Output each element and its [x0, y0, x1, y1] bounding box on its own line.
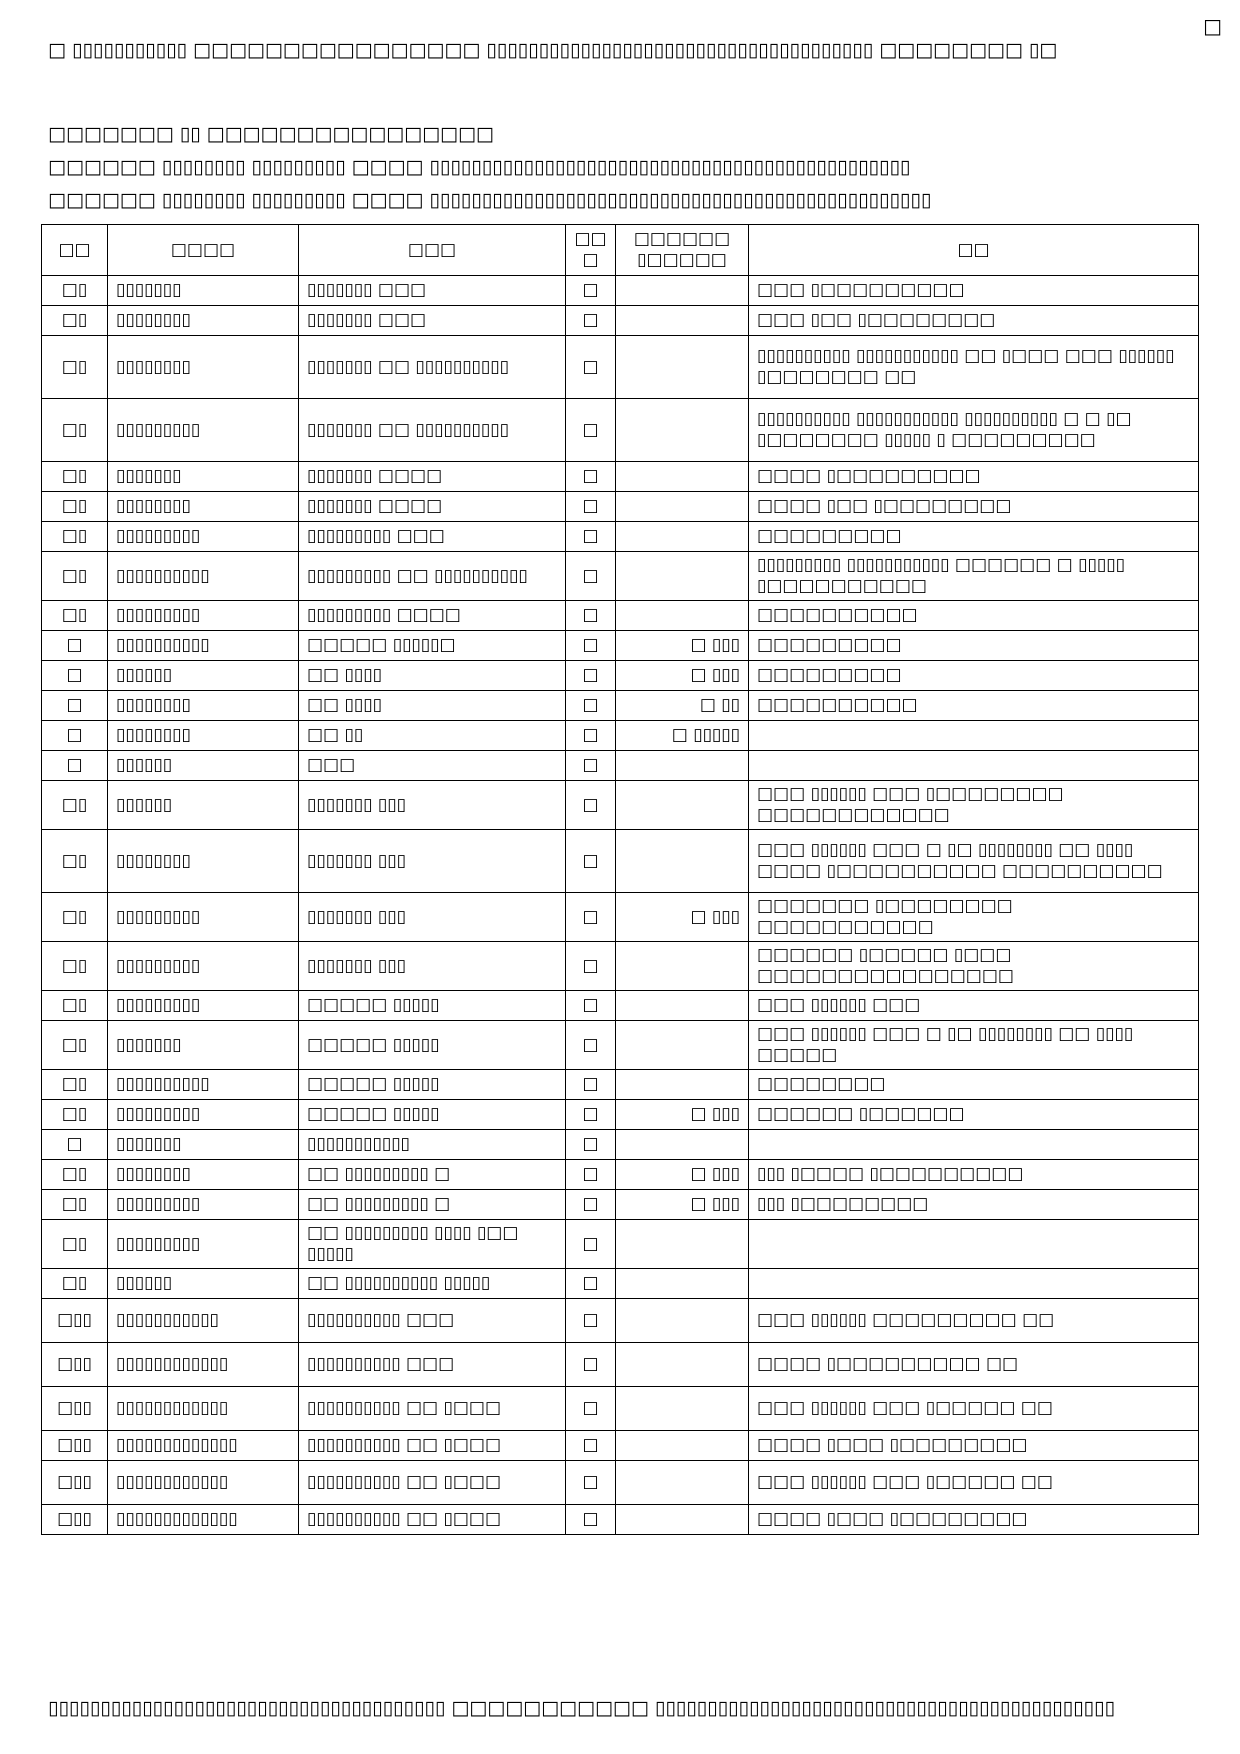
cell-remark: □□□□ ▯□□□□□□□□□ □□ — [749, 1343, 1199, 1387]
cell-spec: ▯▯▯▯▯▯▯ ▯▯▯ — [299, 893, 566, 942]
table-row — [42, 399, 1199, 462]
cell-no: □▯ — [42, 1220, 108, 1269]
cell-deviation — [616, 1461, 749, 1505]
cell-spec: ▯▯▯▯▯▯▯▯▯ □□ ▯▯▯▯▯▯▯▯▯▯ — [299, 552, 566, 601]
cell-remark: □□□ ▯□□ ▯□□□□□□□□ — [749, 306, 1199, 336]
cell-spec: ▯▯▯▯▯▯▯▯▯▯ □□□ — [299, 1343, 566, 1387]
cell-deviation — [616, 1021, 749, 1070]
cell-deviation — [616, 552, 749, 601]
table-row — [42, 751, 1199, 781]
cell-name: ▯▯▯▯▯▯ — [108, 781, 299, 830]
cell-name: ▯▯▯▯▯▯▯▯▯▯▯▯ — [108, 1387, 299, 1431]
cell-name: ▯▯▯▯▯▯▯▯▯▯▯▯▯ — [108, 1431, 299, 1461]
cell-spec: □□□□□ ▯▯▯▯▯ — [299, 991, 566, 1021]
cell-spec: □□ ▯▯▯▯▯▯▯▯▯ ▯▯▯▯ ▯□□ ▯▯▯▯▯ — [299, 1220, 566, 1269]
cell-spec: ▯▯▯▯▯▯▯ ▯▯▯ — [299, 942, 566, 991]
cell-mark: □ — [566, 1461, 616, 1505]
cell-deviation — [616, 830, 749, 893]
cell-mark: □ — [566, 276, 616, 306]
cell-deviation — [616, 991, 749, 1021]
cell-mark: □ — [566, 1190, 616, 1220]
cell-no: □▯ — [42, 1160, 108, 1190]
cell-no: □▯ — [42, 492, 108, 522]
cell-deviation — [616, 942, 749, 991]
data-table — [41, 224, 1199, 1535]
cell-no: □ — [42, 631, 108, 661]
cell-mark: □ — [566, 522, 616, 552]
cell-mark: □ — [566, 399, 616, 462]
table-row — [42, 830, 1199, 893]
cell-deviation — [616, 306, 749, 336]
table-row — [42, 661, 1199, 691]
cell-deviation — [616, 1387, 749, 1431]
cell-no: □▯ — [42, 830, 108, 893]
cell-remark: □□□□ ▯□□□□□□□□□ — [749, 462, 1199, 492]
cell-name: ▯▯▯▯▯▯▯▯▯▯▯▯ — [108, 1343, 299, 1387]
cell-no: □ — [42, 751, 108, 781]
cell-remark: ▯▯▯ ▯□□□□ ▯□□□□□□□□□ — [749, 1160, 1199, 1190]
cell-spec: ▯▯▯▯▯▯▯ □□□ — [299, 276, 566, 306]
table-row — [42, 336, 1199, 399]
cell-no: □▯ — [42, 276, 108, 306]
cell-deviation — [616, 492, 749, 522]
cell-spec: ▯▯▯▯▯▯▯▯▯▯ □□ ▯□□□ — [299, 1505, 566, 1535]
cell-spec: □□ ▯▯▯▯▯▯▯▯▯ □ — [299, 1160, 566, 1190]
cell-name: ▯▯▯▯▯▯▯ — [108, 276, 299, 306]
cell-deviation — [616, 781, 749, 830]
cell-spec: ▯▯▯▯▯▯▯▯▯▯ □□ ▯□□□ — [299, 1461, 566, 1505]
cell-spec: ▯▯▯▯▯▯▯▯▯▯ □□ ▯□□□ — [299, 1431, 566, 1461]
cell-deviation: □ ▯▯▯ — [616, 661, 749, 691]
cell-remark: □□□ ▯□□□□□□□□□ — [749, 276, 1199, 306]
cell-name: ▯▯▯▯▯▯▯ — [108, 1130, 299, 1160]
cell-remark: □□□□□□ ▯□□□□□□ — [749, 1100, 1199, 1130]
cell-remark: ▯▯▯ ▯□□□□□□□□ — [749, 1190, 1199, 1220]
cell-spec: ▯▯▯▯▯▯▯▯▯▯ □□ ▯□□□ — [299, 1387, 566, 1431]
table-header-row — [42, 225, 1199, 276]
cell-spec: □□ ▯▯▯▯ — [299, 691, 566, 721]
header-cell-5: □□□□□□ ▯□□□□□ — [616, 225, 749, 276]
table-row — [42, 522, 1199, 552]
cell-spec: ▯▯▯▯▯▯▯▯▯ □□□ — [299, 522, 566, 552]
cell-deviation — [616, 601, 749, 631]
cell-spec: ▯▯▯▯▯▯▯ □□□ — [299, 306, 566, 336]
cell-no: □▯ — [42, 1100, 108, 1130]
cell-remark: □□□□□□□□□ — [749, 631, 1199, 661]
cell-no: □▯ — [42, 399, 108, 462]
cell-name: ▯▯▯▯▯▯▯▯▯▯▯▯▯ — [108, 1505, 299, 1535]
cell-mark: □ — [566, 1070, 616, 1100]
cell-remark: □□□ ▯▯▯▯▯▯ □□□ ▯□□□□□ □□ — [749, 1387, 1199, 1431]
cell-mark: □ — [566, 1160, 616, 1190]
cell-spec: □□□ — [299, 751, 566, 781]
page-number: □ — [1203, 14, 1222, 38]
header-cell-4: □□ □ — [566, 225, 616, 276]
cell-name: ▯▯▯▯▯▯▯▯▯▯▯ — [108, 1299, 299, 1343]
cell-mark: □ — [566, 691, 616, 721]
table-row — [42, 942, 1199, 991]
cell-remark: □□□□ ▯□□□ ▯□□□□□□□□ — [749, 1505, 1199, 1535]
cell-no: □▯ — [42, 601, 108, 631]
cell-deviation: □ ▯▯ — [616, 691, 749, 721]
table-row — [42, 1387, 1199, 1431]
table-row — [42, 306, 1199, 336]
cell-name: ▯▯▯▯▯▯ — [108, 1269, 299, 1299]
cell-remark — [749, 1130, 1199, 1160]
document-title: □ ▯▯▯▯▯▯▯▯▯▯▯ □□□□□□□□□□□□□□□□ ▯▯▯▯▯▯▯▯▯▯▯▯▯▯▯▯▯▯▯▯▯▯▯▯▯▯▯▯▯▯▯▯▯▯▯▯▯ □□□□□□□□ ▯□ — [48, 39, 1058, 61]
cell-name: ▯▯▯▯▯▯▯▯▯▯ — [108, 552, 299, 601]
cell-deviation — [616, 1070, 749, 1100]
cell-mark: □ — [566, 1220, 616, 1269]
cell-no: □▯▯ — [42, 1299, 108, 1343]
cell-mark: □ — [566, 942, 616, 991]
table-row — [42, 462, 1199, 492]
cell-spec: □□□□□ ▯▯▯▯▯ — [299, 1100, 566, 1130]
cell-no: □▯▯ — [42, 1505, 108, 1535]
cell-mark: □ — [566, 1269, 616, 1299]
cell-name: ▯▯▯▯▯▯▯▯▯ — [108, 942, 299, 991]
table-row — [42, 781, 1199, 830]
cell-mark: □ — [566, 1505, 616, 1535]
cell-spec: □□ ▯▯▯▯▯▯▯▯▯▯ ▯▯▯▯▯ — [299, 1269, 566, 1299]
cell-remark: ▯▯▯▯▯▯▯▯▯▯ ▯▯▯▯▯▯▯▯▯▯▯ ▯▯▯▯▯▯▯▯▯▯ □ □ ▯□ ▯□□□□□□□ ▯▯▯▯▯ ▯ □□□□□□□□□ — [749, 399, 1199, 462]
table-body — [42, 276, 1199, 1535]
cell-no: □ — [42, 1130, 108, 1160]
cell-remark: □□□ ▯▯▯▯▯▯ □□□ □ ▯□ ▯▯▯▯▯▯▯▯ □□ ▯▯▯▯ □□□□ ▯□□□□□□□□□□ □□□□□□□□□□ — [749, 830, 1199, 893]
cell-mark: □ — [566, 1387, 616, 1431]
cell-remark: □□□□□□□□□□ — [749, 601, 1199, 631]
cell-mark: □ — [566, 462, 616, 492]
cell-deviation — [616, 522, 749, 552]
cell-no: □▯ — [42, 522, 108, 552]
table-row — [42, 1299, 1199, 1343]
cell-deviation — [616, 1299, 749, 1343]
cell-remark: □□□□□□□□ — [749, 1070, 1199, 1100]
cell-deviation — [616, 1130, 749, 1160]
cell-no: □▯ — [42, 552, 108, 601]
cell-mark: □ — [566, 781, 616, 830]
cell-no: □ — [42, 721, 108, 751]
cell-remark: □□□□□□□□□ — [749, 661, 1199, 691]
table-row — [42, 691, 1199, 721]
cell-spec: ▯▯▯▯▯▯▯▯▯▯▯ — [299, 1130, 566, 1160]
page-footer: ▯▯▯▯▯▯▯▯▯▯▯▯▯▯▯▯▯▯▯▯▯▯▯▯▯▯▯▯▯▯▯▯▯▯▯▯▯▯ □□□□□□□□□□□ ▯▯▯▯▯▯▯▯▯▯▯▯▯▯▯▯▯▯▯▯▯▯▯▯▯▯▯▯▯▯▯▯▯▯▯▯▯▯▯▯▯▯▯▯ — [48, 1697, 1115, 1719]
cell-mark: □ — [566, 1299, 616, 1343]
table-row — [42, 721, 1199, 751]
cell-mark: □ — [566, 552, 616, 601]
table-row — [42, 276, 1199, 306]
table-row — [42, 991, 1199, 1021]
header-cell-3: □□□ — [299, 225, 566, 276]
table-row — [42, 893, 1199, 942]
cell-deviation — [616, 1343, 749, 1387]
cell-mark: □ — [566, 306, 616, 336]
cell-deviation — [616, 336, 749, 399]
table-row — [42, 492, 1199, 522]
cell-deviation — [616, 462, 749, 492]
cell-spec: ▯▯▯▯▯▯▯ □□□□ — [299, 462, 566, 492]
cell-mark: □ — [566, 1100, 616, 1130]
cell-remark: □□□ ▯▯▯▯▯▯ □□□ — [749, 991, 1199, 1021]
table-row — [42, 601, 1199, 631]
table-row — [42, 1461, 1199, 1505]
table-row — [42, 1343, 1199, 1387]
cell-spec: □□□□□ ▯▯▯▯▯ — [299, 1021, 566, 1070]
cell-name: ▯▯▯▯▯▯ — [108, 661, 299, 691]
cell-no: □▯▯ — [42, 1431, 108, 1461]
table-row — [42, 631, 1199, 661]
cell-no: □▯▯ — [42, 1461, 108, 1505]
cell-no: □▯ — [42, 336, 108, 399]
cell-no: □▯ — [42, 462, 108, 492]
cell-spec: ▯▯▯▯▯▯▯ □□ ▯▯▯▯▯▯▯▯▯▯ — [299, 336, 566, 399]
cell-no: □▯▯ — [42, 1343, 108, 1387]
cell-spec: □□□□□ ▯▯▯▯▯ — [299, 1070, 566, 1100]
cell-mark: □ — [566, 751, 616, 781]
table-row — [42, 1100, 1199, 1130]
table-row — [42, 1431, 1199, 1461]
cell-mark: □ — [566, 492, 616, 522]
cell-no: □▯ — [42, 1070, 108, 1100]
cell-name: ▯▯▯▯▯▯▯▯▯ — [108, 991, 299, 1021]
cell-name: ▯▯▯▯▯▯▯▯▯ — [108, 522, 299, 552]
cell-name: ▯▯▯▯▯▯▯▯▯ — [108, 1190, 299, 1220]
cell-no: □▯ — [42, 942, 108, 991]
cell-remark: □□□ ▯▯▯▯▯▯ □□□ ▯□□□□□□□□ □□□□□□□□□□□□ — [749, 781, 1199, 830]
cell-name: ▯▯▯▯▯▯▯ — [108, 1021, 299, 1070]
cell-spec: ▯▯▯▯▯▯▯ ▯▯▯ — [299, 781, 566, 830]
cell-mark: □ — [566, 1021, 616, 1070]
header-cell-6: □□ — [749, 225, 1199, 276]
cell-name: ▯▯▯▯▯▯▯ — [108, 462, 299, 492]
cell-mark: □ — [566, 661, 616, 691]
cell-remark: □□□ ▯▯▯▯▯▯ □□□ ▯□□□□□ □□ — [749, 1461, 1199, 1505]
cell-mark: □ — [566, 336, 616, 399]
cell-spec: ▯▯▯▯▯▯▯ □□ ▯▯▯▯▯▯▯▯▯▯ — [299, 399, 566, 462]
cell-name: ▯▯▯▯▯▯▯▯▯ — [108, 399, 299, 462]
cell-no: □▯▯ — [42, 1387, 108, 1431]
cell-remark — [749, 751, 1199, 781]
cell-mark: □ — [566, 830, 616, 893]
table-row — [42, 1269, 1199, 1299]
cell-remark — [749, 721, 1199, 751]
header-cell-2: □□□□ — [108, 225, 299, 276]
cell-name: ▯▯▯▯▯▯▯▯ — [108, 492, 299, 522]
cell-no: □ — [42, 691, 108, 721]
cell-spec: ▯▯▯▯▯▯▯▯▯▯ □□□ — [299, 1299, 566, 1343]
cell-remark: ▯▯▯▯▯▯▯▯▯▯ ▯▯▯▯▯▯▯▯▯▯▯ □□ ▯□□□ □□□ ▯▯▯▯▯▯ ▯□□□□□□□ □□ — [749, 336, 1199, 399]
cell-deviation: □ ▯▯▯▯▯ — [616, 721, 749, 751]
cell-no: □▯ — [42, 781, 108, 830]
cell-deviation: □ ▯▯▯ — [616, 1160, 749, 1190]
cell-name: ▯▯▯▯▯▯▯▯▯▯ — [108, 631, 299, 661]
cell-no: □▯ — [42, 893, 108, 942]
cell-mark: □ — [566, 721, 616, 751]
cell-deviation — [616, 1505, 749, 1535]
cell-name: ▯▯▯▯▯▯▯▯ — [108, 1160, 299, 1190]
cell-name: ▯▯▯▯▯▯▯▯▯▯ — [108, 1070, 299, 1100]
table-row — [42, 1070, 1199, 1100]
cell-mark: □ — [566, 601, 616, 631]
cell-deviation: □ ▯▯▯ — [616, 631, 749, 661]
info-line-2: □□□□□□ ▯▯▯▯▯▯▯▯ ▯▯▯▯▯▯▯▯▯ □□□□ ▯▯▯▯▯▯▯▯▯▯▯▯▯▯▯▯▯▯▯▯▯▯▯▯▯▯▯▯▯▯▯▯▯▯▯▯▯▯▯▯▯▯▯▯▯▯ — [48, 156, 911, 178]
cell-name: ▯▯▯▯▯▯▯▯ — [108, 691, 299, 721]
table-row — [42, 1190, 1199, 1220]
table-row — [42, 1220, 1199, 1269]
cell-name: ▯▯▯▯▯▯▯▯▯ — [108, 601, 299, 631]
cell-spec: □□ ▯▯▯▯ — [299, 661, 566, 691]
cell-name: ▯▯▯▯▯▯▯▯ — [108, 721, 299, 751]
cell-deviation: □ ▯▯▯ — [616, 893, 749, 942]
cell-no: □▯ — [42, 1190, 108, 1220]
cell-deviation: □ ▯▯▯ — [616, 1190, 749, 1220]
cell-no: □ — [42, 661, 108, 691]
table-row — [42, 1160, 1199, 1190]
cell-remark: □□□ ▯▯▯▯▯▯ □□□□□□□□□ □□ — [749, 1299, 1199, 1343]
cell-mark: □ — [566, 991, 616, 1021]
cell-name: ▯▯▯▯▯▯▯▯▯ — [108, 1220, 299, 1269]
cell-deviation — [616, 1431, 749, 1461]
cell-no: □▯ — [42, 306, 108, 336]
cell-remark: □□□□□□□ ▯□□□□□□□□ □□□□□□□□□□□ — [749, 893, 1199, 942]
table-row — [42, 1130, 1199, 1160]
cell-no: □▯ — [42, 1269, 108, 1299]
cell-remark: □□□□ ▯□□□ ▯□□□□□□□□ — [749, 1431, 1199, 1461]
info-line-3: □□□□□□ ▯▯▯▯▯▯▯▯ ▯▯▯▯▯▯▯▯▯ □□□□ ▯▯▯▯▯▯▯▯▯▯▯▯▯▯▯▯▯▯▯▯▯▯▯▯▯▯▯▯▯▯▯▯▯▯▯▯▯▯▯▯▯▯▯▯▯▯▯▯ — [48, 189, 932, 211]
cell-remark — [749, 1220, 1199, 1269]
cell-remark: □□□□ ▯□□ ▯□□□□□□□□ — [749, 492, 1199, 522]
cell-mark: □ — [566, 1130, 616, 1160]
cell-name: ▯▯▯▯▯▯▯▯ — [108, 830, 299, 893]
cell-deviation — [616, 276, 749, 306]
cell-mark: □ — [566, 1343, 616, 1387]
cell-spec: ▯▯▯▯▯▯▯ ▯▯▯ — [299, 830, 566, 893]
cell-deviation — [616, 1220, 749, 1269]
cell-deviation — [616, 1269, 749, 1299]
cell-remark: □□□□□□□□□ — [749, 522, 1199, 552]
cell-name: ▯▯▯▯▯▯▯▯▯ — [108, 893, 299, 942]
info-line-1: □□□□□□□ ▯▯ □□□□□□□□□□□□□□□□ — [48, 123, 494, 145]
header-cell-1: □□ — [42, 225, 108, 276]
cell-remark — [749, 1269, 1199, 1299]
cell-name: ▯▯▯▯▯▯▯▯ — [108, 336, 299, 399]
cell-remark: □□□□□□ ▯□□□□□ ▯□□□ □□□□□□□□□□□□□□□□ — [749, 942, 1199, 991]
cell-spec: □□ ▯▯▯▯▯▯▯▯▯ □ — [299, 1190, 566, 1220]
cell-mark: □ — [566, 1431, 616, 1461]
cell-no: □▯ — [42, 991, 108, 1021]
cell-name: ▯▯▯▯▯▯▯▯ — [108, 306, 299, 336]
cell-deviation — [616, 751, 749, 781]
cell-remark: □□□□□□□□□□ — [749, 691, 1199, 721]
cell-name: ▯▯▯▯▯▯▯▯▯▯▯▯ — [108, 1461, 299, 1505]
cell-name: ▯▯▯▯▯▯ — [108, 751, 299, 781]
cell-mark: □ — [566, 631, 616, 661]
table-row — [42, 1505, 1199, 1535]
cell-remark: ▯▯▯▯▯▯▯▯▯ ▯▯▯▯▯▯▯▯▯▯▯ □□□□□□ □ ▯▯▯▯▯ ▯□□□□□□□□□□ — [749, 552, 1199, 601]
cell-name: ▯▯▯▯▯▯▯▯▯ — [108, 1100, 299, 1130]
cell-spec: ▯▯▯▯▯▯▯ □□□□ — [299, 492, 566, 522]
cell-deviation — [616, 399, 749, 462]
table-row — [42, 552, 1199, 601]
cell-spec: □□□□□ ▯▯▯▯▯□ — [299, 631, 566, 661]
cell-no: □▯ — [42, 1021, 108, 1070]
cell-spec: □□ ▯▯ — [299, 721, 566, 751]
table-row — [42, 1021, 1199, 1070]
cell-mark: □ — [566, 893, 616, 942]
cell-spec: ▯▯▯▯▯▯▯▯▯ □□□□ — [299, 601, 566, 631]
cell-deviation: □ ▯▯▯ — [616, 1100, 749, 1130]
cell-remark: □□□ ▯▯▯▯▯▯ □□□ □ ▯□ ▯▯▯▯▯▯▯▯ □□ ▯▯▯▯ □□□□□ — [749, 1021, 1199, 1070]
